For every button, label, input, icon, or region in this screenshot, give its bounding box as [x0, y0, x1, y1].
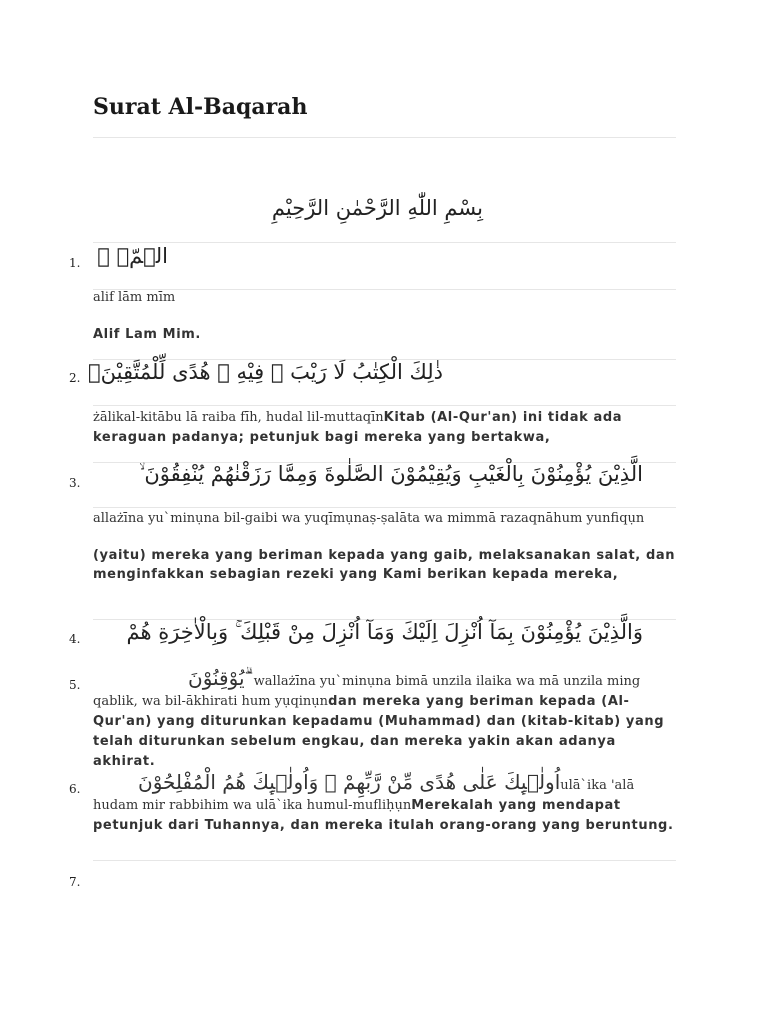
verse-arabic: وَالَّذِيْنَ يُؤْمِنُوْنَ بِمَآ اُنْزِلَ اِلَيْكَ وَمَآ اُنْزِلَ مِنْ قَبْلِكَ ۚ وَبِالْاٰخِرَةِ هُمْ — [126, 620, 643, 644]
verse-text-block — [93, 668, 683, 772]
verse-arabic: اُولٰۤىِٕكَ عَلٰى هُدًى مِّنْ رَّبِّهِمْ ۙ وَاُولٰۤىِٕكَ هُمُ الْمُفْلِحُوْنَ — [138, 770, 561, 794]
verse-number: 2. — [69, 371, 81, 385]
verse-number: 3. — [69, 476, 81, 490]
verse-translation: (yaitu) mereka yang beriman kepada yang gaib, melaksanakan salat, dan menginfakkan sebagian rezeki yang Kami berikan kepada mereka, — [93, 548, 676, 582]
verse-arabic: يُوْقِنُوْنَ ۗ — [188, 666, 250, 690]
verse-transliteration: ulā`ika 'alā hudam mir rabbihim wa ulā`ika humul-mufliḥụn — [93, 778, 635, 813]
verse-translation: Alif Lam Mim. — [93, 327, 201, 342]
basmala: بِسْمِ اللّٰهِ الرَّحْمٰنِ الرَّحِيْمِ — [271, 196, 483, 220]
page-title: Surat Al-Baqarah — [93, 94, 308, 120]
divider — [93, 507, 676, 508]
verse-number: 6. — [69, 782, 81, 796]
verse-text-block — [93, 772, 683, 836]
verse-arabic: الۤمّۤ ۚ — [97, 244, 168, 268]
divider — [93, 242, 676, 243]
verse-translation: Merekalah yang mendapat petunjuk dari Tuhannya, dan mereka itulah orang-orang yang beruntung. — [93, 798, 674, 833]
verse-number: 5. — [69, 678, 81, 692]
verse-text-block — [93, 408, 683, 448]
verse-translation: dan mereka yang beriman kepada (Al-Qur'an) yang diturunkan kepadamu (Muhammad) dan (kitab-kitab) yang telah diturunkan sebelum engkau, dan mereka yakin akan adanya akhirat. — [93, 694, 665, 769]
divider — [93, 289, 676, 290]
verse-number: 7. — [69, 875, 81, 889]
divider — [93, 405, 676, 406]
verse-translation: Kitab (Al-Qur'an) ini tidak ada keraguan padanya; petunjuk bagi mereka yang bertakwa, — [93, 410, 623, 445]
verse-transliteration: wallażīna yu`minụna bimā unzila ilaika wa mā unzila ming qablik, wa bil-ākhirati hum yụqinụn — [93, 674, 641, 709]
verse-transliteration: alif lām mīm — [93, 290, 176, 305]
verse-arabic: ذٰلِكَ الْكِتٰبُ لَا رَيْبَ ۛ فِيْهِ ۛ هُدًى لِّلْمُتَّقِيْنَۙ — [88, 360, 443, 384]
verse-number: 4. — [69, 632, 81, 646]
verse-number: 1. — [69, 256, 81, 270]
verse-transliteration: żālikal-kitābu lā raiba fīh, hudal lil-muttaqīn — [93, 410, 384, 425]
verse-arabic: الَّذِيْنَ يُؤْمِنُوْنَ بِالْغَيْبِ وَيُقِيْمُوْنَ الصَّلٰوةَ وَمِمَّا رَزَقْنٰهُمْ يُنْفِقُوْنَ ۙ — [139, 462, 643, 486]
divider — [93, 137, 676, 138]
verse-transliteration: allażīna yu`minụna bil-gaibi wa yuqīmụnaṣ-ṣalāta wa mimmā razaqnāhum yunfiqụn — [93, 511, 645, 526]
divider — [93, 860, 676, 861]
